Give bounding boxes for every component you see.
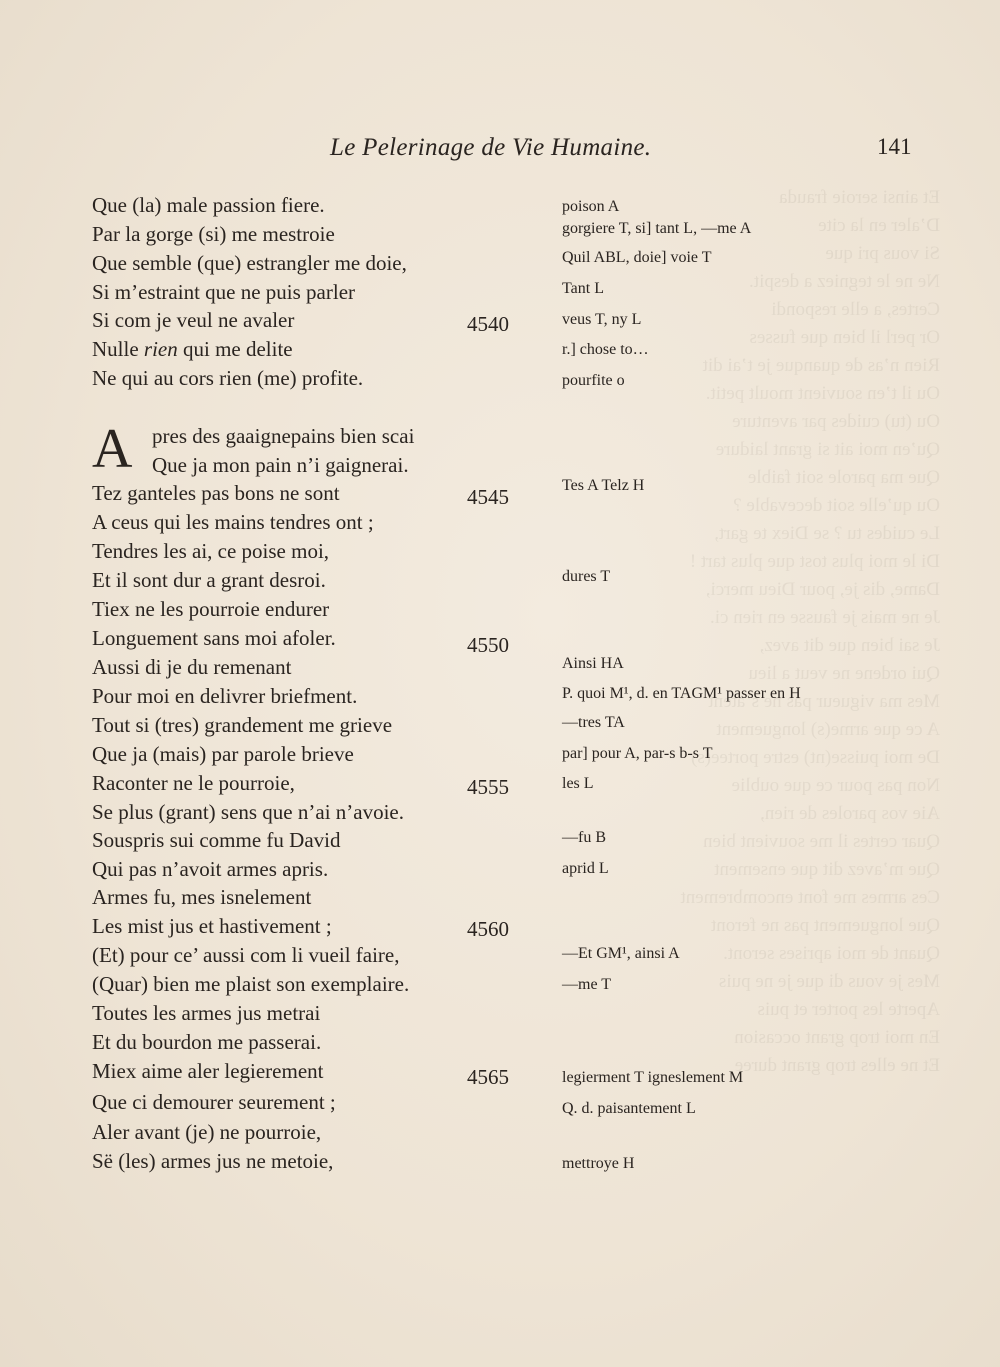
verse-line: Par la gorge (si) me mestroie: [92, 222, 335, 246]
line-number: 4555: [467, 775, 509, 799]
verse-line: Que ci demourer seurement ;: [92, 1090, 336, 1114]
verse-line: Si m’estraint que ne puis parler: [92, 280, 356, 304]
verse-line: Raconter ne le pourroie,: [92, 771, 295, 795]
verse-line: Que ja mon pain n’i gaignerai.: [152, 453, 409, 477]
variant-reading: les L: [562, 775, 594, 792]
variant-reading: mettroye H: [562, 1155, 635, 1172]
variant-reading: dures T: [562, 568, 611, 585]
verse-line: Aler avant (je) ne pourroie,: [92, 1120, 322, 1144]
verse-line: Et il sont dur a grant desroi.: [92, 568, 326, 592]
variant-reading: Tes A Telz H: [562, 477, 645, 494]
page-number: 141: [877, 134, 912, 159]
verse-line: Pour moi en delivrer briefment.: [92, 684, 358, 708]
verse-line: Armes fu, mes isnelement: [92, 885, 312, 909]
drop-cap-initial: A: [92, 418, 133, 480]
variant-reading: veus T, ny L: [562, 311, 642, 328]
variant-reading: Q. d. paisantement L: [562, 1100, 696, 1117]
variant-reading: aprid L: [562, 860, 609, 877]
variant-reading: par] pour A, par-s b-s T: [562, 745, 713, 762]
variant-reading: Quil ABL, doie] voie T: [562, 249, 712, 266]
verse-line: Souspris sui comme fu David: [92, 828, 341, 852]
page-title: Le Pelerinage de Vie Humaine.: [330, 134, 652, 161]
verse-line: Tendres les ai, ce poise moi,: [92, 539, 330, 563]
variant-reading: poison A: [562, 198, 620, 215]
verse-line: Qui pas n’avoit armes apris.: [92, 857, 329, 881]
verse-line: Tout si (tres) grandement me grieve: [92, 713, 393, 737]
line-number: 4540: [467, 312, 509, 336]
verse-line: Longuement sans moi afoler.: [92, 626, 336, 650]
variant-reading: —me T: [562, 976, 612, 993]
verse-line: Miex aime aler legierement: [92, 1059, 324, 1083]
variant-reading: gorgiere T, si] tant L, —me A: [562, 220, 752, 237]
line-number: 4545: [467, 485, 509, 509]
verse-line: pres des gaaignepains bien scai: [152, 424, 415, 448]
verse-line: Së (les) armes jus ne metoie,: [92, 1149, 334, 1173]
variant-reading: —fu B: [562, 829, 606, 846]
verse-line: Tez ganteles pas bons ne sont: [92, 481, 340, 505]
line-number: 4565: [467, 1065, 509, 1089]
variant-reading: —Et GM¹, ainsi A: [562, 945, 680, 962]
variant-reading: legierment T igneslement M: [562, 1069, 744, 1086]
verse-line: Si com je veul ne avaler: [92, 308, 295, 332]
variant-reading: pourfite o: [562, 372, 625, 389]
variant-reading: Ainsi HA: [562, 655, 624, 672]
variant-reading: P. quoi M¹, d. en TAGM¹ passer en H: [562, 685, 801, 702]
variant-reading: Tant L: [562, 280, 604, 297]
verse-line: Que semble (que) estrangler me doie,: [92, 251, 407, 275]
verse-line: Aussi di je du remenant: [92, 655, 292, 679]
verse-line: Que (la) male passion fiere.: [92, 193, 325, 217]
verse-line: A ceus qui les mains tendres ont ;: [92, 510, 374, 534]
verse-line: Tiex ne les pourroie endurer: [92, 597, 330, 621]
verse-line: Nulle rien qui me delite: [92, 337, 293, 361]
variant-reading: —tres TA: [562, 714, 625, 731]
verse-line: Que ja (mais) par parole brieve: [92, 742, 354, 766]
verse-line: (Et) pour ce’ aussi com li vueil faire,: [92, 943, 400, 967]
variant-reading: r.] chose to…: [562, 341, 649, 358]
verse-line: Les mist jus et hastivement ;: [92, 914, 332, 938]
verse-line: Toutes les armes jus metrai: [92, 1001, 321, 1025]
verse-line: (Quar) bien me plaist son exemplaire.: [92, 972, 410, 996]
italic-word: rien: [143, 337, 178, 361]
verse-line: Ne qui au cors rien (me) profite.: [92, 366, 364, 390]
verse-line: Et du bourdon me passerai.: [92, 1030, 322, 1054]
line-number: 4560: [467, 917, 509, 941]
verse-line: Se plus (grant) sens que n’ai n’avoie.: [92, 800, 404, 824]
line-number: 4550: [467, 633, 509, 657]
